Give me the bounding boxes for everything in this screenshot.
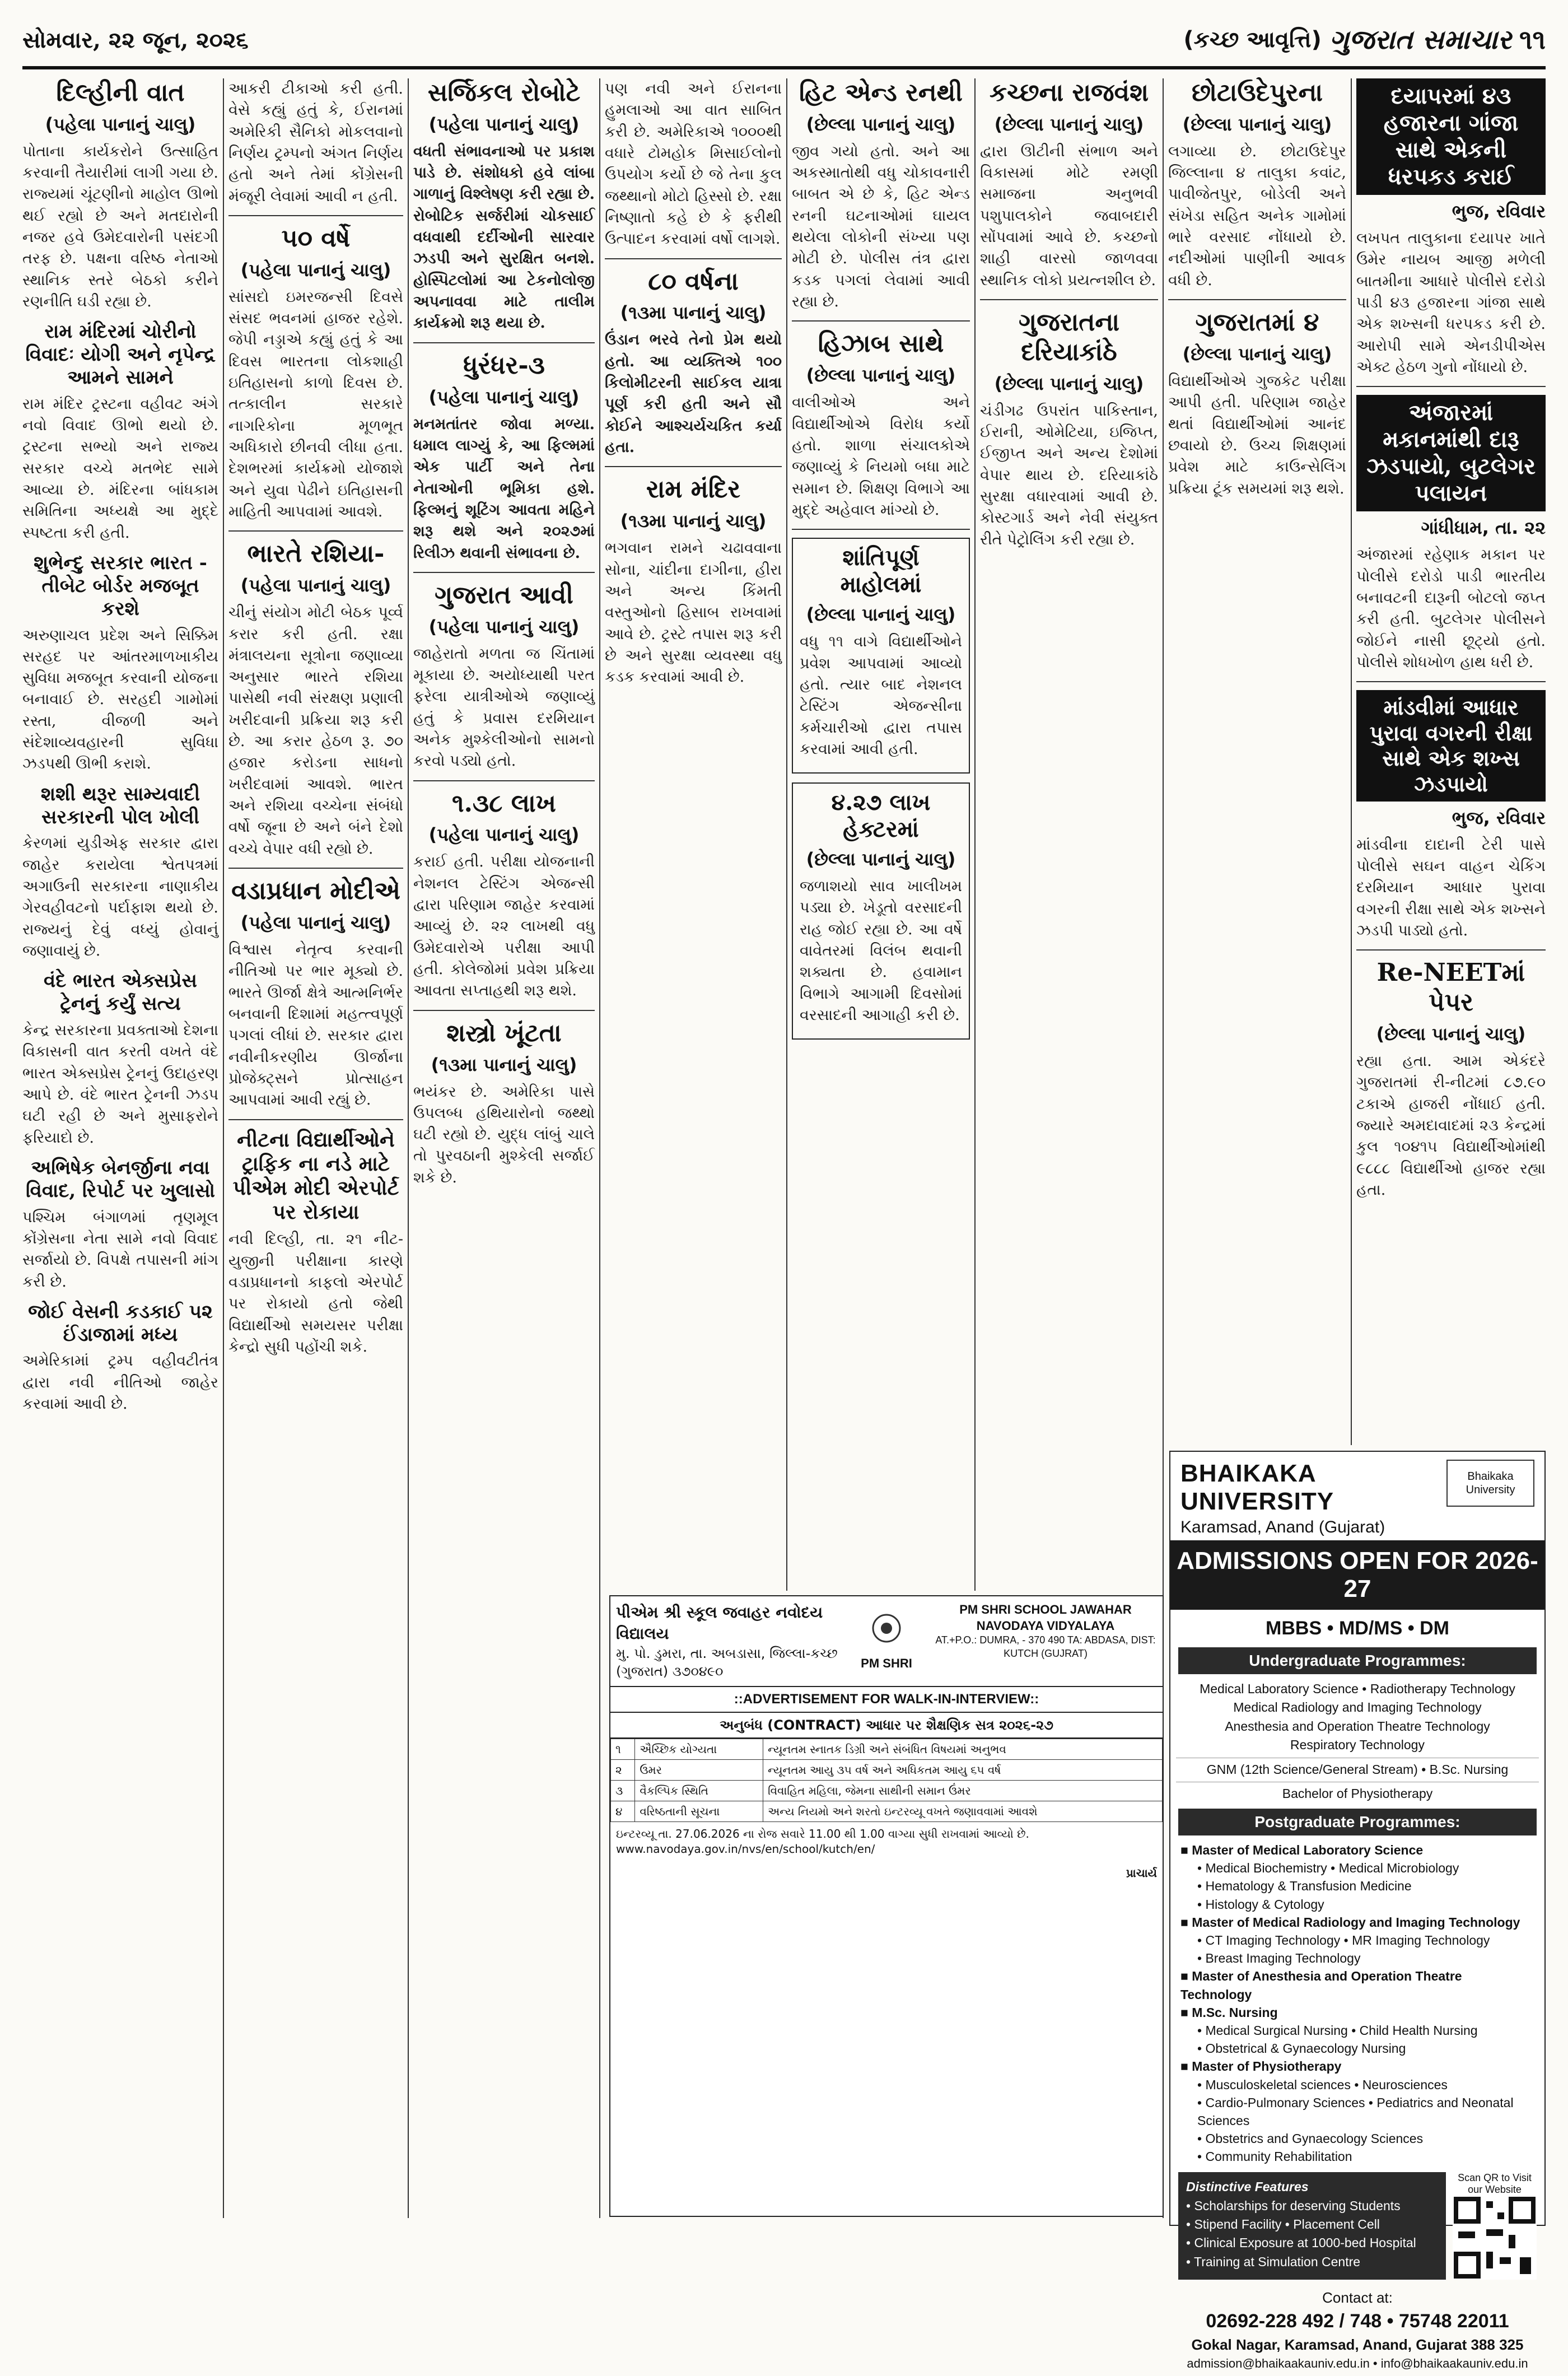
school-address-gujarati: મુ. પો. ડુમરા, તા. અબડાસા, જિલ્લા-કચ્છ (ગુજરાત) ૩૭૦૪૯૦	[616, 1645, 838, 1679]
article-subheading: વંદે ભારત એક્સપ્રેસ ટ્રેનનું કર્યું સત્ય	[44, 970, 197, 1015]
eligibility-cell: વિવાહિત મહિલા, જેમના સાથીની સમાન ઉંમર	[763, 1781, 1163, 1801]
eligibility-cell: ૨	[611, 1760, 635, 1781]
eligibility-row	[611, 1801, 1163, 1822]
column-7	[1168, 78, 1346, 1445]
column-divider	[599, 78, 600, 2218]
continuation-label: (છેલ્લા પાનાનું ચાલુ)	[806, 604, 956, 626]
article-headline: ગુજરાતના દરિયાકાંઠે	[1018, 308, 1119, 366]
article-separator	[605, 466, 782, 467]
course-specialization: • Community Rehabilitation	[1197, 2149, 1352, 2164]
eligibility-cell: ૪	[611, 1801, 635, 1822]
course-master-label: Master of Physiotherapy	[1192, 2059, 1342, 2074]
course-line: Bachelor of Physiotherapy	[1176, 1782, 1539, 1803]
page-number: ૧૧	[1519, 24, 1546, 55]
course-specialization: • CT Imaging Technology • MR Imaging Technology	[1197, 1933, 1490, 1948]
continuation-label: (પહેલા પાનાનું ચાલુ)	[428, 113, 580, 135]
page-header	[22, 16, 1546, 64]
specialization-label: Musculoskeletal sciences • Neurosciences	[1205, 2077, 1448, 2092]
postgraduate-heading: Postgraduate Programmes:	[1178, 1809, 1537, 1835]
continuation-label: (પહેલા પાનાનું ચાલુ)	[428, 824, 580, 846]
article-separator	[228, 215, 403, 216]
course-master: ■ Master of Anesthesia and Operation Theatre Technology	[1180, 1969, 1462, 2002]
continuation-label: (૧૩મા પાનાનું ચાલુ)	[431, 1054, 577, 1075]
article-subheading: શુભેન્દુ સરકાર ભારત - તીબેટ બોર્ડર મજબૂત કરશે	[34, 552, 207, 620]
course-master: ■ Master of Physiotherapy	[1180, 2059, 1342, 2074]
article-body: જળાશયો સાવ ખાલીખમ પડ્યા છે. ખેડૂતો વરસાદની રાહ જોઈ રહ્યા છે. આ વર્ષે વાવેતરમાં વિલંબ થવાની શક્યતા છે. હવામાન વિભાગે આગામી દિવસોમાં વરસાદની આગાહી કરી છે.	[800, 878, 962, 1024]
ad-header	[1170, 1452, 1544, 1540]
article-headline: નીટના વિદ્યાર્થીઓને ટ્રાફિક ના નડે માટે પીએમ મોદી એરપોર્ટ પર રોકાયા	[232, 1128, 399, 1224]
school-address-english: AT.+P.O.: DUMRA, - 370 490 TA: ABDASA, DIST: KUTCH (GUJRAT)	[935, 1634, 1156, 1659]
course-specialization: • Breast Imaging Technology	[1197, 1951, 1361, 1966]
column-2	[228, 78, 403, 2218]
pm-shri-logo-text: PM SHRI	[861, 1656, 912, 1671]
course-specialization: • Musculoskeletal sciences • Neurosciences	[1197, 2077, 1448, 2092]
specialization-label: Medical Biochemistry • Medical Microbiology	[1205, 1861, 1459, 1876]
continuation-label: (પહેલા પાનાનું ચાલુ)	[428, 386, 580, 408]
course-master-label: Master of Medical Laboratory Science	[1192, 1843, 1424, 1858]
column-8	[1356, 78, 1546, 1445]
contact-address: Gokal Nagar, Karamsad, Anand, Gujarat 388 325	[1191, 2336, 1524, 2354]
article-body: વિશ્વાસ નેતૃત્વ કરવાની નીતિઓ પર ભાર મૂક્યો છે. ભારતે ઊર્જા ક્ષેત્રે આત્મનિર્ભર બનવાની દિશામાં મહત્ત્વપૂર્ણ પગલાં લીધાં છે. સરકાર દ્વારા નવીનીકરણીય ઊર્જાના પ્રોજેક્ટ્સને પ્રોત્સાહન આપવામાં આવી રહ્યું છે.	[228, 940, 403, 1109]
article-headline: રામ મંદિર	[646, 475, 741, 504]
specialization-label: Cardio-Pulmonary Sciences • Pediatrics and Neonatal Sciences	[1197, 2095, 1514, 2128]
article-separator	[413, 572, 595, 573]
article-subheading: રામ મંદિરમાં ચોરીનો વિવાદઃ યોગી અને નૃપેન્દ્ર આમને સામને	[25, 320, 216, 389]
admissions-banner: ADMISSIONS OPEN FOR 2026-27	[1170, 1540, 1544, 1610]
continuation-label: (છેલ્લા પાનાનું ચાલુ)	[806, 849, 956, 870]
principal-signature: પ્રાચાર્ય	[1126, 1866, 1157, 1880]
specialization-label: CT Imaging Technology • MR Imaging Technology	[1205, 1933, 1490, 1948]
article-separator	[228, 868, 403, 869]
continuation-label: (પહેલા પાનાનું ચાલુ)	[428, 616, 580, 637]
eligibility-row	[611, 1760, 1163, 1781]
article-headline: સર્જિકલ રોબોટે	[427, 78, 581, 107]
article-body: કેન્દ્ર સરકારના પ્રવક્તાઓ દેશના વિકાસની વાત કરતી વખતે વંદે ભારત એક્સપ્રેસ ટ્રેનનું ઉદાહરણ આપે છે. વંદે ભારત ટ્રેનની ઝડપ ઘટી રહી છે અને મુસાફરોને ફરિયાદો છે.	[22, 1021, 218, 1147]
course-master: ■ M.Sc. Nursing	[1180, 2005, 1278, 2020]
course-specialization: • Histology & Cytology	[1197, 1897, 1324, 1912]
masthead	[1183, 24, 1546, 56]
article-separator	[1356, 681, 1546, 682]
article-headline: ૧.૩૮ લાખ	[452, 789, 556, 818]
advertisement-title: ::ADVERTISEMENT FOR WALK-IN-INTERVIEW::	[610, 1687, 1163, 1713]
column-1	[22, 78, 218, 2218]
article-body: પણ નવી અને ઈરાનના હુમલાઓ આ વાત સાબિત કરી છે. અમેરિકાએ ૧૦૦૦થી વધારે ટોમહોક મિસાઈલોનો ઉપયોગ કર્યો છે જે તેના કુલ જથ્થાનો મોટો હિસ્સો છે. રક્ષા નિષ્ણાતો કહે છે કે ફરીથી ઉત્પાદન કરવામાં વર્ષો લાગશે.	[605, 80, 782, 248]
course-line: Medical Laboratory Science • Radiotherapy Technology	[1200, 1681, 1515, 1696]
eligibility-cell: વરિષ્ઠતાની સૂચના	[635, 1801, 763, 1822]
continuation-label: (પહેલા પાનાનું ચાલુ)	[240, 911, 391, 933]
column-divider	[408, 78, 409, 2218]
article-body: વધુ ૧૧ વાગે વિદ્યાર્થીઓને પ્રવેશ આપવામાં આવ્યો હતો. ત્યાર બાદ નેશનલ ટેસ્ટિંગ એજન્સીના કર્મચારીઓ દ્વારા તપાસ કરવામાં આવી હતી.	[800, 633, 962, 758]
eligibility-cell: ૧	[611, 1739, 635, 1760]
features-heading: Distinctive Features	[1186, 2179, 1309, 2195]
article-separator	[413, 1010, 595, 1011]
eligibility-cell: અન્ય નિયમો અને શરતો ઇન્ટરવ્યૂ વખતે જણાવવામાં આવશે	[763, 1801, 1163, 1822]
university-name: BHAIKAKA UNIVERSITY	[1180, 1460, 1334, 1515]
continuation-label: (પહેલા પાનાનું ચાલુ)	[240, 575, 391, 597]
article-body: વાલીઓએ અને વિદ્યાર્થીઓએ વિરોધ કર્યો હતો. શાળા સંચાલકોએ જણાવ્યું કે નિયમો બધા માટે સમાન છે. શિક્ષણ વિભાગે આ મુદ્દે અહેવાલ માંગ્યો છે.	[792, 394, 970, 519]
article-body: લખપત તાલુકાના દયાપર ખાતે ઉમેર નાયબ આજી મળેલી બાતમીના આધારે પોલીસે દરોડો પાડી ૪૩ હજારના ગાંજા સાથે એક શખ્સની ધરપકડ કરી છે. આરોપી સામે એનડીપીએસ એક્ટ હેઠળ ગુનો નોંધાયો છે.	[1356, 230, 1546, 376]
article-subheading: જોઈ વેસની કડકાઈ ૫૨ ઈંડાજામાં મધ્ય	[28, 1300, 213, 1346]
article-headline: ધુરંધર-૩	[463, 351, 545, 380]
article-body: અરુણાચલ પ્રદેશ અને સિક્કિમ સરહદ પર આંતરમાળખાકીય સુવિધા મજબૂત કરવાની યોજના બનાવાઈ છે. સરહદી ગામોમાં રસ્તા, વીજળી અને સંદેશાવ્યવહારની સુવિધા ઝડપથી ઊભી કરાશે.	[22, 626, 218, 773]
column-3	[413, 78, 595, 2218]
article-headline: હિઝાબ સાથે	[818, 329, 944, 358]
boxed-article	[792, 538, 970, 774]
school-name-gujarati-block	[610, 1596, 844, 1686]
article-body: અંજારમાં રહેણાક મકાન પર પોલીસે દરોડો પાડી ભારતીય બનાવટની દારૂની બોટલો જપ્ત કરી હતી. બુટલેગર પોલીસને જોઈને નાસી છૂટ્યો હતો. પોલીસે શોધખોળ હાથ ધરી છે.	[1356, 546, 1546, 671]
column-divider	[786, 78, 787, 1591]
article-separator	[792, 529, 970, 530]
article-headline: માંડવીમાં આધાર પુરાવા વગરની રીક્ષા સાથે એક શખ્સ ઝડપાયો	[1356, 690, 1546, 801]
article-headline: વડાપ્રધાન મોદીએ	[231, 877, 400, 906]
feature-label: Training at Simulation Centre	[1194, 2254, 1361, 2269]
column-divider	[1351, 78, 1352, 1445]
article-separator	[605, 258, 782, 259]
interview-details: ઇન્ટરવ્યૂ તા. 27.06.2026 ના રોજ સવારે 11.00 થી 1.00 વાગ્યા સુધી રાખવામાં આવ્યો છે. www.navodaya.gov.in/nvs/en/school/kutch/en/	[616, 1827, 1029, 1856]
continuation-label: (છેલ્લા પાનાનું ચાલુ)	[806, 113, 956, 135]
continuation-label: (છેલ્લા પાનાનું ચાલુ)	[1182, 343, 1332, 365]
eligibility-cell: ૩	[611, 1781, 635, 1801]
article-separator	[1356, 386, 1546, 387]
column-divider	[223, 78, 224, 2218]
course-specialization: • Hematology & Transfusion Medicine	[1197, 1879, 1412, 1894]
specialization-label: Histology & Cytology	[1205, 1897, 1324, 1912]
article-separator	[792, 320, 970, 322]
article-body: ઉંડાન ભરવે તેનો પ્રેમ થયો હતો. આ વ્યક્તિએ ૧૦૦ કિલોમીટરની સાઈકલ યાત્રા પૂર્ણ કરી હતી અને સૌ કોઈને આશ્ચર્યચકિત કર્યા હતા.	[605, 331, 782, 456]
dateline: ભુજ, રવિવાર	[1452, 201, 1546, 222]
course-line: Anesthesia and Operation Theatre Technology	[1225, 1718, 1490, 1734]
article-separator	[1356, 949, 1546, 951]
article-body: અમેરિકામાં ટ્રમ્પ વહીવટીતંત્ર દ્વારા નવી નીતિઓ જાહેર કરવામાં આવી છે.	[22, 1352, 218, 1413]
school-name-english-block	[928, 1596, 1163, 1686]
article-body: વધતી સંભાવનાઓ પર પ્રકાશ પાડે છે. સંશોધકો હવે લાંબા ગાળાનું વિશ્લેષણ કરી રહ્યા છે. રોબોટિક સર્જરીમાં ચોકસાઈ વધવાથી દર્દીઓની સારવાર ઝડપી અને સુરક્ષિત બનશે. હોસ્પિટલોમાં આ ટેકનોલોજી અપનાવવા માટે તાલીમ કાર્યક્રમો શરૂ થયા છે.	[413, 142, 595, 332]
article-headline: હિટ એન્ડ રનથી	[799, 78, 963, 107]
bhaikaka-university-advertisement	[1169, 1451, 1546, 2370]
continuation-label: (પહેલા પાનાનું ચાલુ)	[240, 259, 391, 281]
article-headline: શસ્ત્રો ખૂંટતા	[446, 1018, 562, 1047]
continuation-label: (છેલ્લા પાનાનું ચાલુ)	[1376, 1023, 1526, 1045]
column-divider	[974, 78, 976, 1591]
specialization-label: Breast Imaging Technology	[1205, 1951, 1361, 1966]
specialization-label: Medical Surgical Nursing • Child Health Nursing	[1205, 2023, 1478, 2038]
eligibility-cell: ઐચ્છિક યોગ્યતા	[635, 1739, 763, 1760]
article-body: ચંડીગઢ ઉપરાંત પાકિસ્તાન, ઈરાની, ઓમેટિયા, ઇજિપ્ત, ઈજીપ્ત અને અન્ય દેશોમાં વેપાર થાય છે. દરિયાકાંઠે સુરક્ષા વધારવામાં આવી છે. કોસ્ટગાર્ડ અને નેવી સંયુક્ત રીતે પેટ્રોલિંગ કરી રહ્યા છે.	[980, 402, 1158, 548]
article-body: ચીનું સંયોગ મોટી બેઠક પૂર્વ્વ કરાર કરી હતી. રક્ષા મંત્રાલયના સૂત્રોના જણાવ્યા અનુસાર ભારતે રશિયા પાસેથી નવી સંરક્ષણ પ્રણાલી ખરીદવાની પ્રક્રિયા શરૂ કરી છે. આ કરાર હેઠળ રૂ. ૭૦ હજાર કરોડના સાધનો ખરીદવામાં આવશે. ભારત અને રશિયા વચ્ચેના સંબંધો વર્ષો જૂના છે અને બંને દેશો વચ્ચે વેપાર વધી રહ્યો છે.	[228, 604, 403, 858]
article-body: ભગવાન રામને ચઢાવવાના સોના, ચાંદીના દાગીના, હીરા અને અન્ય કિંમતી વસ્તુઓનો હિસાબ રાખવામાં આવે છે. ટ્રસ્ટે તપાસ શરૂ કરી છે અને સુરક્ષા વ્યવસ્થા વધુ કડક કરવામાં આવી છે.	[605, 539, 782, 686]
school-name-gujarati: પીએમ શ્રી સ્કૂલ જવાહર નવોદય વિદ્યાલય	[616, 1603, 823, 1643]
article-body: રામ મંદિર ટ્રસ્ટના વહીવટ અંગે નવો વિવાદ ઊભો થયો છે. ટ્રસ્ટના સભ્યો અને રાજ્ય સરકાર વચ્ચે મતભેદ સામે આવ્યા છે. મંદિરના બાંધકામ સમિતિના અધ્યક્ષે આ મુદ્દે સ્પષ્ટતા કરી હતી.	[22, 395, 218, 542]
article-body: વિદ્યાર્થીઓએ ગુજકેટ પરીક્ષા આપી હતી. પરિણામ જાહેર થતાં વિદ્યાર્થીઓમાં આનંદ છવાયો છે. ઉચ્ચ શિક્ષણમાં પ્રવેશ માટે કાઉન્સેલિંગ પ્રક્રિયા ટૂંક સમયમાં શરૂ થશે.	[1168, 372, 1346, 497]
continuation-label: (છેલ્લા પાનાનું ચાલુ)	[806, 365, 956, 386]
article-subheading: અભિષેક બેનર્જીના નવા વિવાદ, રિપોર્ટ પર ખુલાસો	[25, 1156, 215, 1202]
school-name-english: PM SHRI SCHOOL JAWAHAR NAVODAYA VIDYALAYA	[959, 1602, 1132, 1633]
article-body: નવી દિલ્હી, તા. ૨૧ નીટ-યુજીની પરીક્ષાના કારણે વડાપ્રધાનનો કાફલો એરપોર્ટ પર રોકાયો હતો જેથી વિદ્યાર્થીઓ સમયસર પરીક્ષા કેન્દ્રો સુધી પહોંચી શકે.	[228, 1231, 403, 1355]
specialization-label: Obstetrical & Gynaecology Nursing	[1205, 2041, 1406, 2056]
specialization-label: Hematology & Transfusion Medicine	[1205, 1879, 1412, 1894]
eligibility-row	[611, 1739, 1163, 1760]
eligibility-cell: ન્યૂનતમ આયુ ૩૫ વર્ષ અને અધિકતમ આયુ ૬૫ વર્ષ	[763, 1760, 1163, 1781]
university-location: Karamsad, Anand (Gujarat)	[1180, 1518, 1385, 1536]
article-separator	[413, 342, 595, 343]
issue-date: સોમવાર, ૨૨ જૂન, ૨૦૨૬	[22, 26, 249, 53]
course-specialization: • Obstetrical & Gynaecology Nursing	[1197, 2041, 1406, 2056]
qr-block	[1453, 2172, 1537, 2280]
article-body: કરાઈ હતી. પરીક્ષા યોજનાની નેશનલ ટેસ્ટિંગ એજન્સી દ્વારા પરિણામ જાહેર કરવામાં આવ્યું છે. ૨૨ લાખથી વધુ ઉમેદવારોએ પરીક્ષા આપી હતી. કોલેજોમાં પ્રવેશ પ્રક્રિયા આવતા સપ્તાહથી શરૂ થશે.	[413, 853, 595, 1000]
edition-label: (કચ્છ આવૃત્તિ)	[1183, 27, 1322, 53]
contact-phone[interactable]: 02692-228 492 / 748 • 75748 22011	[1206, 2310, 1509, 2332]
course-specialization: • Medical Surgical Nursing • Child Health Nursing	[1197, 2023, 1478, 2038]
continuation-label: (છેલ્લા પાનાનું ચાલુ)	[1182, 113, 1332, 135]
course-line: GNM (12th Science/General Stream) • B.Sc. Nursing	[1176, 1758, 1539, 1779]
eligibility-cell: ન્યૂનતમ સ્નાતક ડિગ્રી અને સંબંધિત વિષયમાં અનુભવ	[763, 1739, 1163, 1760]
article-separator	[1168, 299, 1346, 300]
article-headline: Re-NEETમાં પેપર	[1376, 958, 1525, 1017]
course-line: Respiratory Technology	[1290, 1737, 1425, 1753]
course-line: Medical Radiology and Imaging Technology	[1233, 1700, 1482, 1715]
contact-label: Contact at:	[1322, 2289, 1393, 2307]
article-body: દ્વારા ઊટીની સંભાળ અને વિકાસમાં મોટે રમણી સમાજના અનુભવી પશુપાલકોને જવાબદારી સોંપવામાં આવે છે. કચ્છનો શાહી વારસો જાળવવા સ્થાનિક લોકો પ્રયત્નશીલ છે.	[980, 142, 1158, 289]
course-master-label: Master of Anesthesia and Operation Theatre Technology	[1180, 1969, 1462, 2002]
article-body: કેરળમાં યુડીએફ સરકાર દ્વારા જાહેર કરાયેલા શ્વેતપત્રમાં અગાઉની સરકારના નાણાકીય ગેરવહીવટનો પર્દાફાશ થયો છે. રાજ્યનું દેવું વધ્યું હોવાનું જણાવાયું છે.	[22, 835, 218, 960]
article-body: પોતાના કાર્યકરોને ઉત્સાહિત કરવાની તૈયારીમાં લાગી ગયા છે. રાજ્યમાં ચૂંટણીનો માહોલ ઊભો થઈ રહ્યો છે અને મતદારોની નજર હવે ઉમેદવારોની પસંદગી તરફ છે. પક્ષના વરિષ્ઠ નેતાઓ સ્થાનિક સ્તરે બેઠકો કરીને રણનીતિ ઘડી રહ્યા છે.	[22, 142, 218, 311]
eligibility-cell: વૈકલ્પિક સ્થિતિ	[635, 1781, 763, 1801]
feature-item: • Clinical Exposure at 1000-bed Hospital	[1186, 2235, 1416, 2251]
undergraduate-heading: Undergraduate Programmes:	[1178, 1647, 1537, 1674]
header-rule	[22, 66, 1546, 69]
advertisement-header	[610, 1596, 1163, 1687]
feature-label: Stipend Facility • Placement Cell	[1194, 2217, 1380, 2232]
specialization-label: Community Rehabilitation	[1205, 2149, 1352, 2164]
continuation-label: (૧૩મા પાનાનું ચાલુ)	[620, 510, 767, 532]
qr-code-icon[interactable]	[1453, 2196, 1537, 2280]
walk-in-interview-advertisement	[609, 1595, 1164, 2217]
newspaper-brand: ગુજરાત સમાચાર	[1329, 24, 1511, 55]
column-5	[792, 78, 970, 1591]
distinctive-features-list	[1178, 2172, 1446, 2280]
course-specialization: • Obstetrics and Gynaecology Sciences	[1197, 2131, 1424, 2146]
column-4	[605, 78, 782, 1591]
article-body: ભયંકર છે. અમેરિકા પાસે ઉપલબ્ધ હથિયારોનો જથ્થો ઘટી રહ્યો છે. યુદ્ધ લાંબું ચાલે તો પુરવઠાની મુશ્કેલી સર્જાઈ શકે છે.	[413, 1083, 595, 1186]
article-body: માંડવીના દાદાની ટેરી પાસે પોલીસે સઘન વાહન ચેકિંગ દરમિયાન આધાર પુરાવા વગરની રીક્ષા સાથે એક શખ્સને ઝડપી પાડ્યો હતો.	[1356, 836, 1546, 939]
pm-shri-logo	[844, 1596, 928, 1686]
article-separator	[228, 530, 403, 532]
article-headline: ગુજરાતમાં ૪	[1195, 308, 1319, 337]
article-separator	[413, 780, 595, 781]
undergraduate-courses	[1170, 1678, 1544, 1805]
article-body: લગાવ્યા છે. છોટાઉદેપુર જિલ્લાના ૪ તાલુકા કવાંટ, પાવીજેતપુર, બોડેલી અને સંખેડા સહિત અનેક ગામોમાં ભારે વરસાદ નોંધાયો છે. નદીઓમાં પાણીની આવક વધી છે.	[1168, 142, 1346, 289]
article-separator	[980, 299, 1158, 300]
specialization-label: Obstetrics and Gynaecology Sciences	[1205, 2131, 1424, 2146]
qr-caption: Scan QR to Visit our Website	[1458, 2172, 1532, 2196]
course-master: ■ Master of Medical Radiology and Imaging Technology	[1180, 1914, 1520, 1930]
article-body: મનમતાંતર જોવા મળ્યા. ધમાલ લાગ્યું કે, આ ફિલ્મમાં એક પાર્ટી અને તેના નેતાઓની ભૂમિકા હશે. ફિલ્મનું શૂટિંગ આવતા મહિને શરૂ થશે અને ૨૦૨૭માં રિલીઝ થવાની સંભાવના છે.	[413, 415, 595, 562]
dateline: ભુજ, રવિવાર	[1452, 807, 1546, 828]
article-headline: દયાપરમાં ૪૩ હજારના ગાંજા સાથે એકની ધરપકડ કરાઈ	[1356, 78, 1546, 195]
advertisement-subtitle: અનુબંધ (CONTRACT) આધાર પર શૈક્ષણિક સત્ર ૨૦૨૬-૨૭	[610, 1713, 1163, 1739]
continuation-label: (છેલ્લા પાનાનું ચાલુ)	[994, 113, 1144, 135]
continuation-label: (૧૩મા પાનાનું ચાલુ)	[620, 302, 767, 324]
degree-list: MBBS • MD/MS • DM	[1266, 1618, 1449, 1639]
eligibility-table	[610, 1739, 1163, 1822]
article-body: આકરી ટીકાઓ કરી હતી. વેસે કહ્યું હતું કે, ઈરાનમાં અમેરિકી સૈનિકો મોકલવાનો નિર્ણય ટ્રમ્પનો અંગત નિર્ણય હતો અને તેમાં કોંગ્રેસની મંજૂરી લેવામાં આવી ન હતી.	[228, 80, 403, 205]
eligibility-cell: ઉમર	[635, 1760, 763, 1781]
article-headline: ભારતે રશિયા-	[247, 539, 385, 569]
article-headline: ગુજરાત આવી	[435, 580, 573, 609]
contact-block	[1170, 2284, 1544, 2375]
course-master-label: M.Sc. Nursing	[1192, 2005, 1278, 2020]
dateline: ગાંધીધામ, તા. ૨૨	[1421, 517, 1546, 539]
article-headline: ૪.૨૭ લાખ હેક્ટરમાં	[831, 789, 931, 843]
article-body: જીવ ગયો હતો. અને આ અકસ્માતોથી વધુ ચોકાવનારી બાબત એ છે કે, હિટ એન્ડ રનની ઘટનાઓમાં ઘાયલ થયેલા લોકોની સંખ્યા પણ મોટી છે. પોલીસ તંત્ર દ્વારા કડક પગલાં લેવામાં આવી રહ્યા છે.	[792, 142, 970, 311]
article-body: સાંસદો ઇમરજન્સી દિવસે સંસદ ભવનમાં હાજર રહેશે. જેપી નડ્ડાએ કહ્યું હતું કે આ દિવસ ભારતના લોકશાહી ઇતિહાસનો કાળો દિવસ છે. તત્કાલીન સરકારે નાગરિકોના મૂળભૂત અધિકારો છીનવી લીધા હતા. દેશભરમાં કાર્યક્રમો યોજાશે અને યુવા પેઢીને ઇતિહાસની માહિતી આપવામાં આવશે.	[228, 288, 403, 521]
article-headline: ૮૦ વર્ષના	[648, 267, 739, 296]
course-master: ■ Master of Medical Laboratory Science	[1180, 1843, 1424, 1858]
feature-item: • Training at Simulation Centre	[1186, 2254, 1361, 2269]
continuation-label: (પહેલા પાનાનું ચાલુ)	[45, 113, 196, 135]
feature-label: Scholarships for deserving Students	[1194, 2198, 1401, 2213]
article-headline: છોટાઉદેપુરના	[1191, 78, 1323, 107]
course-specialization: • Medical Biochemistry • Medical Microbiology	[1197, 1861, 1459, 1876]
course-specialization: • Cardio-Pulmonary Sciences • Pediatrics and Neonatal Sciences	[1197, 2095, 1514, 2128]
article-separator	[228, 1119, 403, 1120]
feature-item: • Stipend Facility • Placement Cell	[1186, 2217, 1380, 2232]
article-headline: કચ્છના રાજવંશ	[989, 78, 1149, 107]
feature-item: • Scholarships for deserving Students	[1186, 2198, 1401, 2213]
course-master-label: Master of Medical Radiology and Imaging Technology	[1192, 1914, 1520, 1930]
boxed-article	[792, 782, 970, 1040]
article-subheading: શશી થરૂર સામ્યવાદી સરકારની પોલ ખોલી	[40, 782, 200, 828]
contact-email[interactable]: admission@bhaikaakauniv.edu.in • info@bhaikaakauniv.edu.in	[1187, 2356, 1528, 2370]
column-6	[980, 78, 1158, 1591]
article-headline: શાંતિપૂર્ણ માહોલમાં	[840, 544, 922, 598]
article-body: રહ્યા હતા. આમ એકંદરે ગુજરાતમાં રી-નીટમાં ૮૭.૯૦ ટકાએ હાજરી નોંધાઈ હતી. જ્યારે અમદાવાદમાં ૨૩ કેન્દ્રમાં કુલ ૧૦૪૧૫ વિદ્યાર્થીઓમાંથી ૯૮૮૮ વિદ્યાર્થીઓ હાજર રહ્યા હતા.	[1356, 1052, 1546, 1199]
university-logo: Bhaikaka University	[1446, 1460, 1534, 1507]
feature-label: Clinical Exposure at 1000-bed Hospital	[1194, 2235, 1416, 2251]
distinctive-features-row	[1170, 2168, 1544, 2284]
postgraduate-courses	[1170, 1839, 1544, 2168]
article-headline: ૫૦ વર્ષે	[281, 223, 351, 253]
article-headline: દિલ્હીની વાત	[56, 78, 185, 107]
eligibility-row	[611, 1781, 1163, 1801]
article-headline: અંજારમાં મકાનમાંથી દારૂ ઝડપાયો, બુટલેગર પલાયન	[1356, 395, 1546, 511]
continuation-label: (છેલ્લા પાનાનું ચાલુ)	[994, 372, 1144, 394]
pm-shri-emblem-icon	[856, 1611, 917, 1656]
article-body: જાહેરાતો મળતા જ ચિંતામાં મૂકાયા છે. અયોધ્યાથી પરત ફરેલા યાત્રીઓએ જણાવ્યું હતું કે પ્રવાસ દરમિયાન અનેક મુશ્કેલીઓનો સામનો કરવો પડ્યો હતો.	[413, 645, 595, 770]
article-body: પશ્ચિમ બંગાળમાં તૃણમૂલ કોંગ્રેસના નેતા સામે નવો વિવાદ સર્જાયો છે. વિપક્ષે તપાસની માંગ કરી છે.	[22, 1208, 218, 1291]
